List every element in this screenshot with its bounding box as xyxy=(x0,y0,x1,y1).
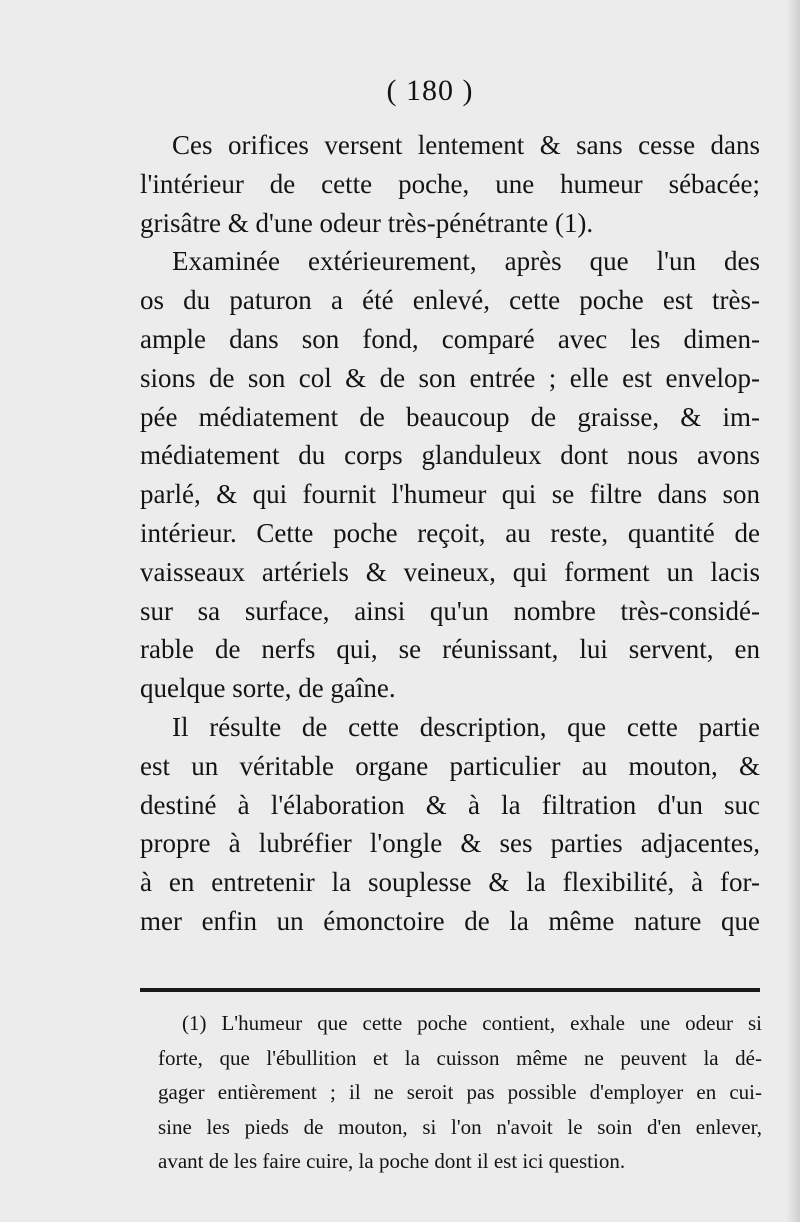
footnote-separator-rule xyxy=(140,988,760,992)
footnote-line: avant de les faire cuire, la poche dont il est ici question. xyxy=(158,1149,626,1173)
text-line: à en entretenir la souplesse & la flexibilité, à for- xyxy=(140,867,760,898)
page-number: ( 180 ) xyxy=(386,74,474,107)
main-text xyxy=(140,126,760,941)
text-line: intérieur. Cette poche reçoit, au reste, quantité de xyxy=(140,517,760,548)
text-line: mer enfin un émonctoire de la même nature que xyxy=(140,905,760,936)
text-line: parlé, & qui fournit l'humeur qui se filtre dans son xyxy=(140,479,760,510)
page-edge-shadow xyxy=(786,0,800,1222)
footnote-line: sine les pieds de mouton, si l'on n'avoit le soin d'en enlever, xyxy=(158,1114,762,1139)
footnote-line: forte, que l'ébullition et la cuisson même ne peuvent la dé- xyxy=(158,1045,762,1070)
text-line: sions de son col & de son entrée ; elle est envelop- xyxy=(140,362,760,393)
text-line: Il résulte de cette description, que cette partie xyxy=(172,711,760,742)
text-line: quelque sorte, de gaîne. xyxy=(140,673,396,704)
text-line: médiatement du corps glanduleux dont nous avons xyxy=(140,440,760,471)
text-line: est un véritable organe particulier au mouton, & xyxy=(140,750,760,781)
footnote xyxy=(158,1006,762,1179)
text-line: ample dans son fond, comparé avec les dimen- xyxy=(140,323,760,354)
text-line: grisâtre & d'une odeur très-pénétrante (1). xyxy=(140,207,594,238)
text-line: pée médiatement de beaucoup de graisse, & im- xyxy=(140,401,760,432)
text-line: Ces orifices versent lentement & sans cesse dans xyxy=(172,130,760,160)
text-line: l'intérieur de cette poche, une humeur sébacée; xyxy=(140,168,760,199)
text-line: Examinée extérieurement, après que l'un des xyxy=(172,246,760,277)
text-line: destiné à l'élaboration & à la filtration d'un suc xyxy=(140,789,760,820)
footnote-line: gager entièrement ; il ne seroit pas possible d'employer en cui- xyxy=(158,1080,762,1104)
text-line: vaisseaux artériels & veineux, qui forment un lacis xyxy=(140,556,760,587)
text-line: sur sa surface, ainsi qu'un nombre très-considé- xyxy=(140,595,760,626)
text-line: propre à lubréfier l'ongle & ses parties adjacentes, xyxy=(140,828,760,859)
text-line: os du paturon a été enlevé, cette poche est très- xyxy=(140,285,760,316)
footnote-line: (1) L'humeur que cette poche contient, exhale une odeur si xyxy=(182,1011,762,1035)
text-line: rable de nerfs qui, se réunissant, lui servent, en xyxy=(140,634,760,665)
